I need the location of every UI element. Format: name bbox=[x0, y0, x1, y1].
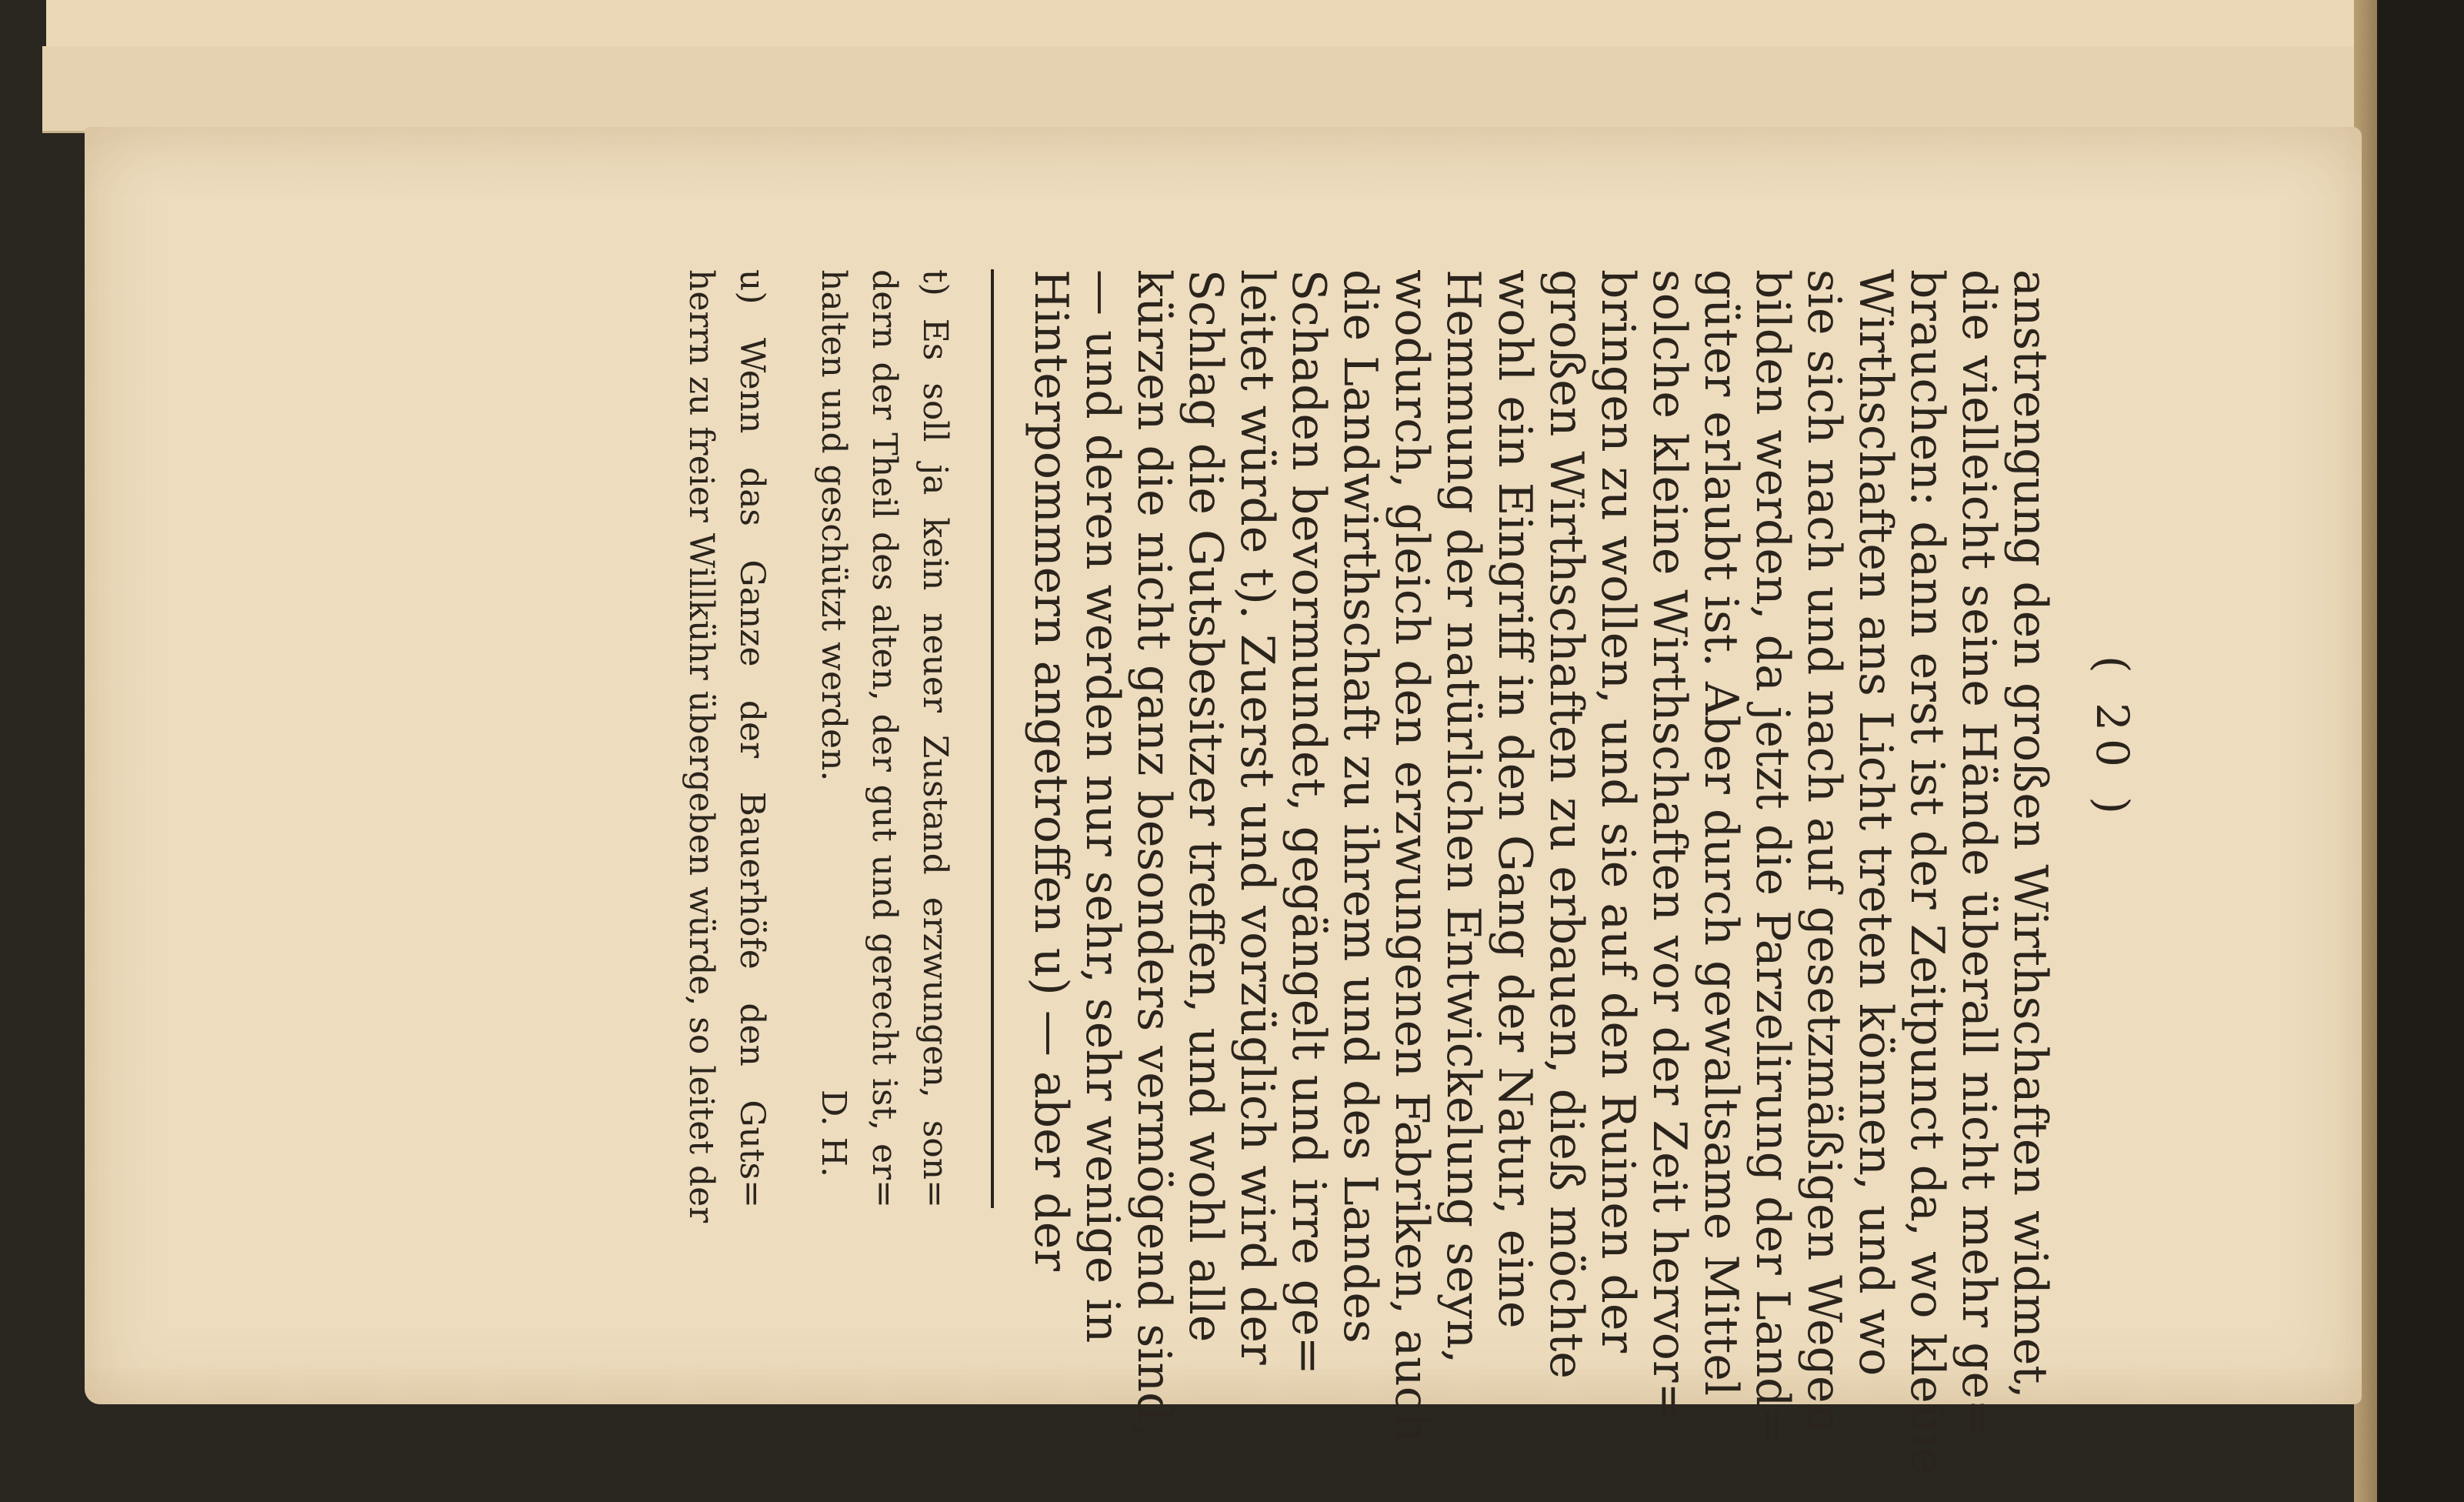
body-text bbox=[1024, 162, 2057, 1475]
body-line: kürzen die nicht ganz besonders vermögend sind, bbox=[1127, 269, 1181, 1437]
body-line: solche kleine Wirthschaften vor der Zeit hervor= bbox=[1642, 269, 1696, 1421]
body-line: Wirthschaften ans Licht treten können, und wo bbox=[1849, 269, 1902, 1377]
body-line: — und deren werden nur sehr, sehr wenige in bbox=[1075, 269, 1129, 1343]
body-line: großen Wirthschaften zu erbauen, dieß möchte bbox=[1539, 269, 1593, 1379]
body-line: leitet würde t). Zuerst und vorzüglich wird der bbox=[1230, 269, 1284, 1365]
dark-gutter bbox=[2377, 0, 2464, 1502]
footnotes bbox=[675, 162, 960, 1316]
body-line: die Landwirthschaft zu ihrem und des Landes bbox=[1333, 269, 1387, 1343]
footnote-signature: D. H. bbox=[814, 1089, 853, 1177]
footnote-line: halten und geschützt werden. D. H. bbox=[808, 269, 859, 1208]
body-line: Hinterpommern angetroffen u) — aber der bbox=[1024, 269, 1078, 1272]
next-page-edge bbox=[46, 0, 2369, 46]
footnote-line: u) Wenn das Ganze der Bauerhöfe den Guts= bbox=[732, 269, 772, 1208]
body-line: sie sich nach und nach auf gesetzmäßigen Wegen bbox=[1797, 269, 1851, 1434]
rotated-text-block bbox=[308, 162, 2231, 1475]
body-line: brauchen: dann erst ist der Zeitpunct da, wo kleine bbox=[1900, 269, 1954, 1475]
footnote-line: dern der Theil des alten, der gut und gerecht ist, er= bbox=[865, 269, 904, 1208]
footnote-t bbox=[808, 269, 960, 1208]
body-line: Hemmung der natürlichen Entwickelung seyn, bbox=[1436, 269, 1490, 1364]
footnote-line: t) Es soll ja kein neuer Zustand erzwungen, son= bbox=[915, 269, 955, 1208]
body-line: bilden werden, da jetzt die Parzelirung der Land= bbox=[1745, 269, 1799, 1446]
footnote-u bbox=[675, 269, 777, 1223]
body-line: Schaden bevormundet, gegängelt und irre ge= bbox=[1282, 269, 1335, 1375]
footnote-rule bbox=[991, 269, 994, 1208]
body-line: die vielleicht seine Hände überall nicht mehr ge= bbox=[1952, 269, 2006, 1438]
body-line: bringen zu wollen, und sie auf den Ruinen der bbox=[1591, 269, 1645, 1353]
body-line: wodurch, gleich den erzwungenen Fabriken, auch bbox=[1385, 269, 1439, 1442]
page-number-header: ( 20 ) bbox=[2086, 656, 2139, 822]
page-fold bbox=[42, 46, 2369, 133]
body-line: anstrengung den großen Wirthschaften widmet, bbox=[2003, 269, 2057, 1399]
body-line: Schlag die Gutsbesitzer treffen, und wohl alle bbox=[1179, 269, 1232, 1343]
body-line: wohl ein Eingriff in den Gang der Natur, eine bbox=[1488, 269, 1542, 1329]
footnote-line: herrn zu freier Willkühr übergeben würde, so leitet der bbox=[682, 269, 721, 1223]
body-line: güter erlaubt ist. Aber durch gewaltsame Mittel bbox=[1694, 269, 1748, 1397]
